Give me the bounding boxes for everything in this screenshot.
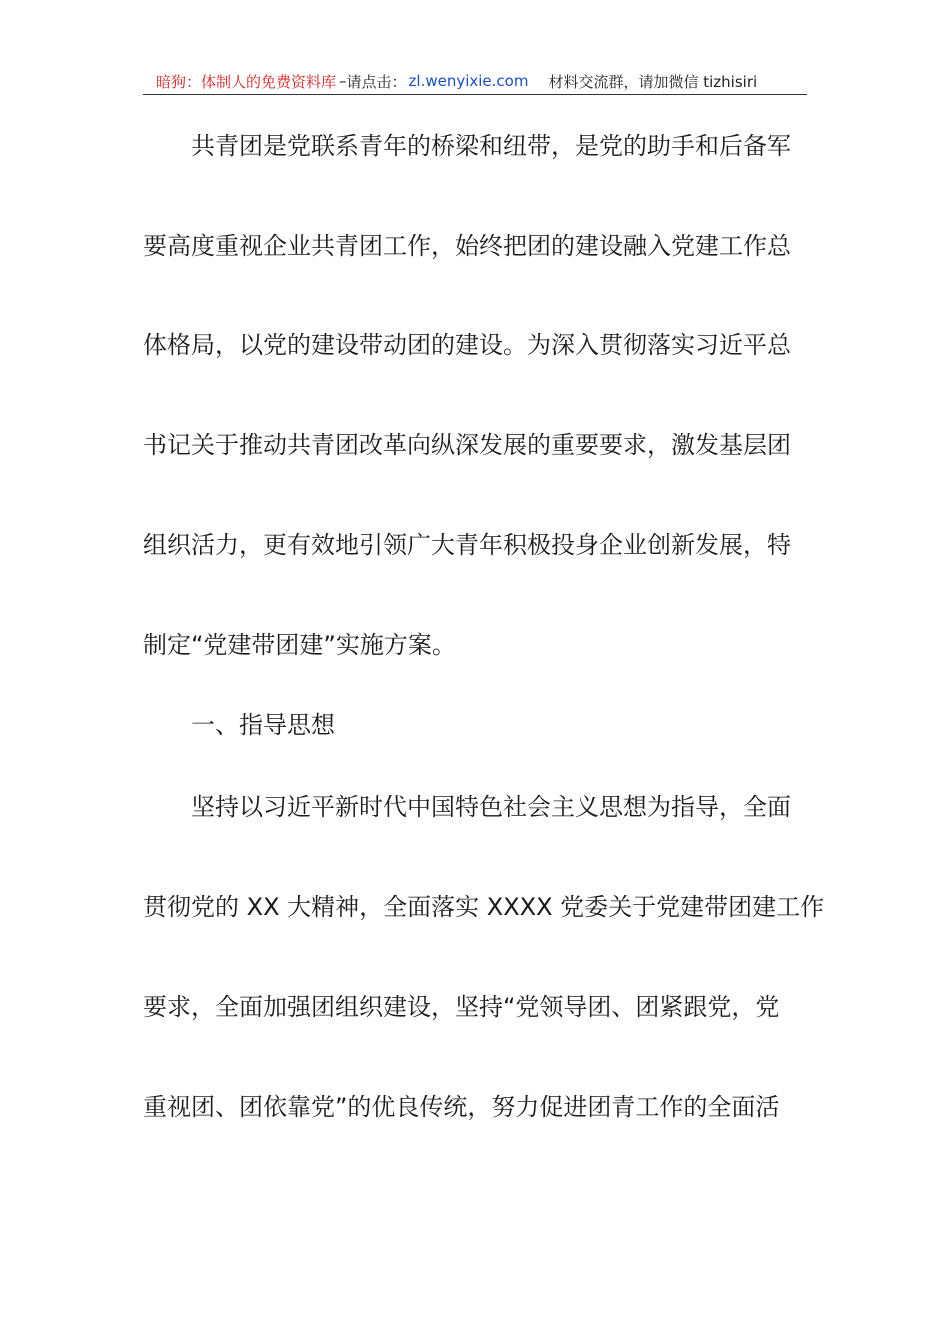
body-line-10: 要求，全面加强团组织建设，坚持“党领导团、团紧跟党，党 xyxy=(143,993,780,1021)
body-line-2: 要高度重视企业共青团工作，始终把团的建设融入党建工作总 xyxy=(143,232,791,260)
body-line-5: 组织活力，更有效地引领广大青年积极投身企业创新发展，特 xyxy=(143,531,791,559)
body-line-11: 重视团、团依靠党”的优良传统，努力促进团青工作的全面活 xyxy=(143,1093,780,1121)
header-brand: 暗狗：体制人的免费资料库 xyxy=(156,72,337,91)
header-link[interactable]: zl.wenyixie.com xyxy=(408,72,529,90)
body-line-1: 共青团是党联系青年的桥梁和纽带，是党的助手和后备军 xyxy=(191,132,791,160)
section-heading: 一、指导思想 xyxy=(191,711,335,739)
header-cta: 请点击： xyxy=(346,72,407,91)
header-group-note: 材料交流群，请加微信 tizhisiri xyxy=(548,72,758,91)
page-header xyxy=(143,68,807,95)
header-dash: – xyxy=(339,72,347,90)
body-line-3: 体格局，以党的建设带动团的建设。为深入贯彻落实习近平总 xyxy=(143,331,791,359)
body-line-9: 贯彻党的 XX 大精神，全面落实 XXXX 党委关于党建带团建工作 xyxy=(143,893,825,921)
body-line-8: 坚持以习近平新时代中国特色社会主义思想为指导，全面 xyxy=(191,793,791,821)
body-line-4: 书记关于推动共青团改革向纵深发展的重要要求，激发基层团 xyxy=(143,431,791,459)
body-line-6: 制定“党建带团建”实施方案。 xyxy=(143,631,456,659)
